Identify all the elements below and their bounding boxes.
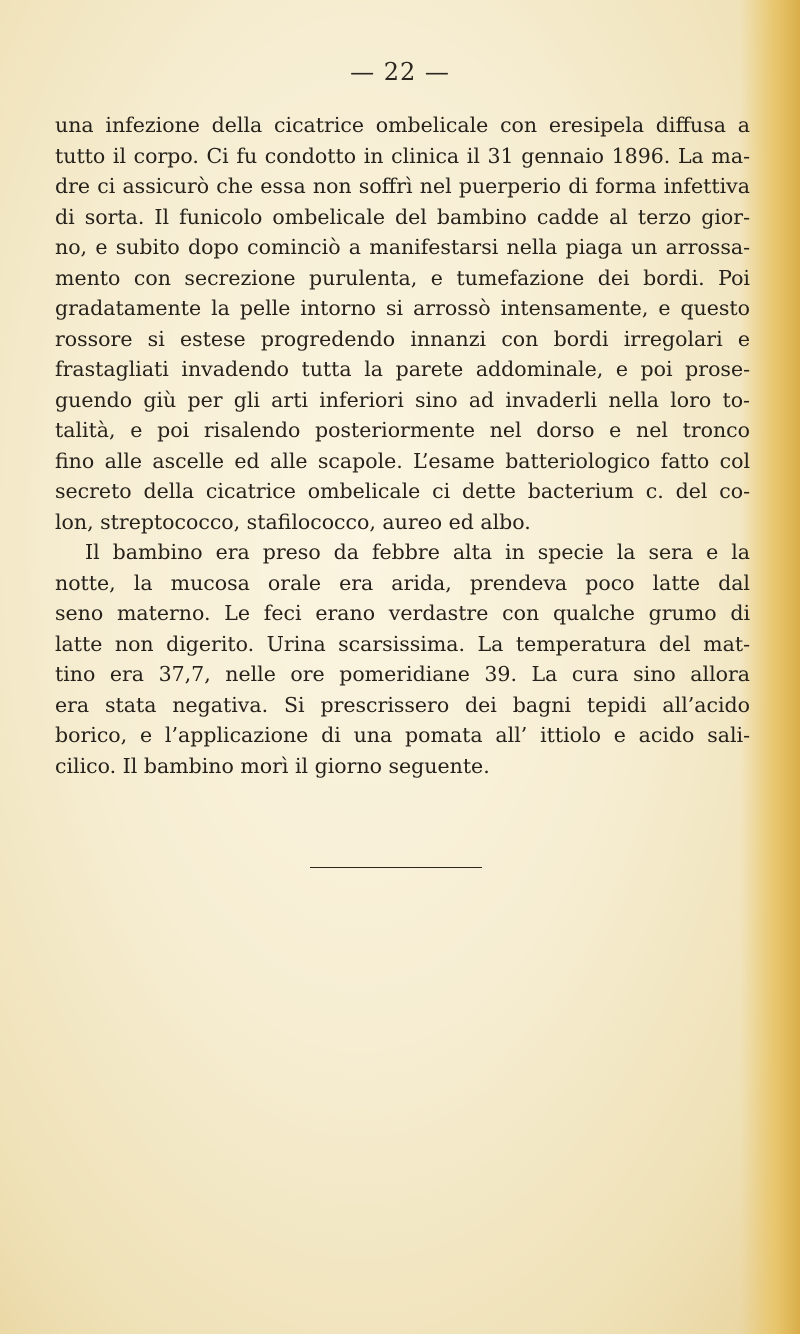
section-divider (310, 867, 482, 868)
text-line: Il bambino era preso da febbre alta in specie la sera e la (85, 540, 750, 564)
text-line: latte non digerito. Urina scarsissima. La temperatura del mat- (55, 631, 750, 656)
text-line: dre ci assicurò che essa non soffrì nel puerperio di forma infettiva (55, 174, 750, 198)
text-line: lon, streptococco, stafilococco, aureo ed albo. (55, 509, 531, 534)
paragraph-1 (55, 110, 750, 537)
text-line: fino alle ascelle ed alle scapole. L’esame batteriologico fatto col (55, 448, 750, 473)
text-line: tino era 37,7, nelle ore pomeridiane 39. La cura sino allora (55, 662, 750, 686)
text-line: notte, la mucosa orale era arida, prendeva poco latte dal (55, 570, 750, 595)
text-line: no, e subito dopo cominciò a manifestarsi nella piaga un arrossa- (55, 235, 750, 259)
text-line: cilico. Il bambino morì il giorno seguente. (55, 753, 490, 778)
text-line: frastagliati invadendo tutta la parete addominale, e poi prose- (55, 357, 750, 381)
body-text (55, 110, 750, 781)
text-line: mento con secrezione purulenta, e tumefazione dei bordi. Poi (55, 265, 750, 290)
paragraph-2 (55, 537, 750, 781)
text-line: guendo giù per gli arti inferiori sino ad invaderli nella loro to- (55, 387, 750, 412)
page-number: — 22 — (350, 58, 450, 86)
text-line: tutto il corpo. Ci fu condotto in clinica il 31 gennaio 1896. La ma- (55, 143, 750, 168)
text-line: era stata negativa. Si prescrissero dei bagni tepidi all’acido (55, 692, 750, 717)
text-line: talità, e poi risalendo posteriormente nel dorso e nel tronco (55, 418, 750, 442)
text-line: borico, e l’applicazione di una pomata all’ ittiolo e acido sali- (55, 723, 750, 747)
text-line: gradatamente la pelle intorno si arrossò intensamente, e questo (55, 296, 750, 320)
text-line: rossore si estese progredendo innanzi con bordi irregolari e (55, 326, 750, 351)
text-line: di sorta. Il funicolo ombelicale del bambino cadde al terzo gior- (55, 204, 750, 229)
text-line: una infezione della cicatrice ombelicale con eresipela diffusa a (55, 113, 750, 137)
text-line: seno materno. Le feci erano verdastre con qualche grumo di (55, 601, 750, 625)
text-line: secreto della cicatrice ombelicale ci dette bacterium c. del co- (55, 479, 750, 503)
